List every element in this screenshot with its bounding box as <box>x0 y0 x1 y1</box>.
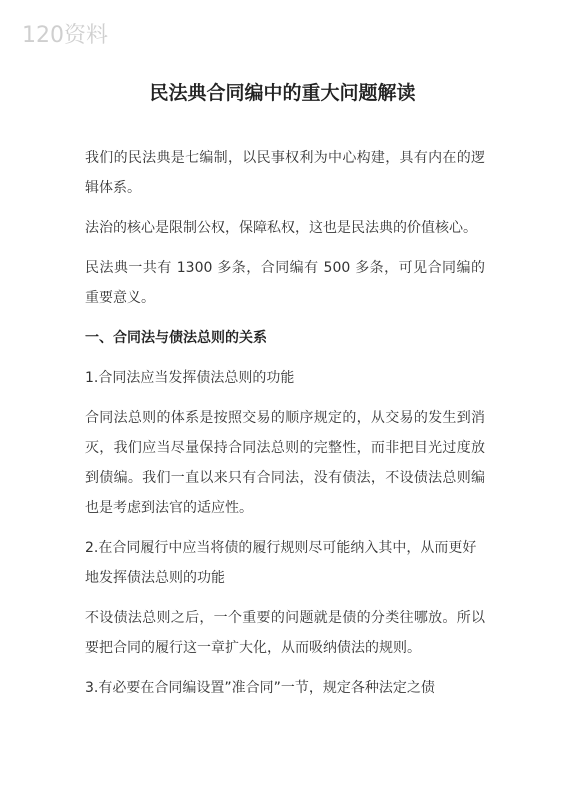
subheading-3: 3.有必要在合同编设置”准合同”一节，规定各种法定之债 <box>85 680 435 696</box>
document-title: 民法典合同编中的重大问题解读 <box>149 82 416 104</box>
subheading-2: 2.在合同履行中应当将债的履行规则尽可能纳入其中，从而更好地发挥债法总则的功能 <box>85 540 477 586</box>
body-paragraph-2: 不设债法总则之后，一个重要的问题就是债的分类往哪放。所以要把合同的履行这一章扩大化，从而吸纳债法的规则。 <box>85 610 485 656</box>
section-heading: 一、合同法与债法总则的关系 <box>85 330 267 346</box>
intro-paragraph-3: 民法典一共有 1300 多条，合同编有 500 多条，可见合同编的重要意义。 <box>85 260 485 306</box>
intro-paragraph-1: 我们的民法典是七编制，以民事权利为中心构建，具有内在的逻辑体系。 <box>85 150 485 196</box>
subheading-1: 1.合同法应当发挥债法总则的功能 <box>85 370 295 386</box>
watermark-logo: 120资料 <box>22 23 108 48</box>
intro-paragraph-2: 法治的核心是限制公权，保障私权，这也是民法典的价值核心。 <box>85 220 477 236</box>
body-paragraph-1: 合同法总则的体系是按照交易的顺序规定的，从交易的发生到消灭，我们应当尽量保持合同法总则的完整性，而非把目光过度放到债编。我们一直以来只有合同法，没有债法，不设债法总则编也是考虑到法官的适应性。 <box>85 410 485 516</box>
document-body <box>85 143 485 713</box>
